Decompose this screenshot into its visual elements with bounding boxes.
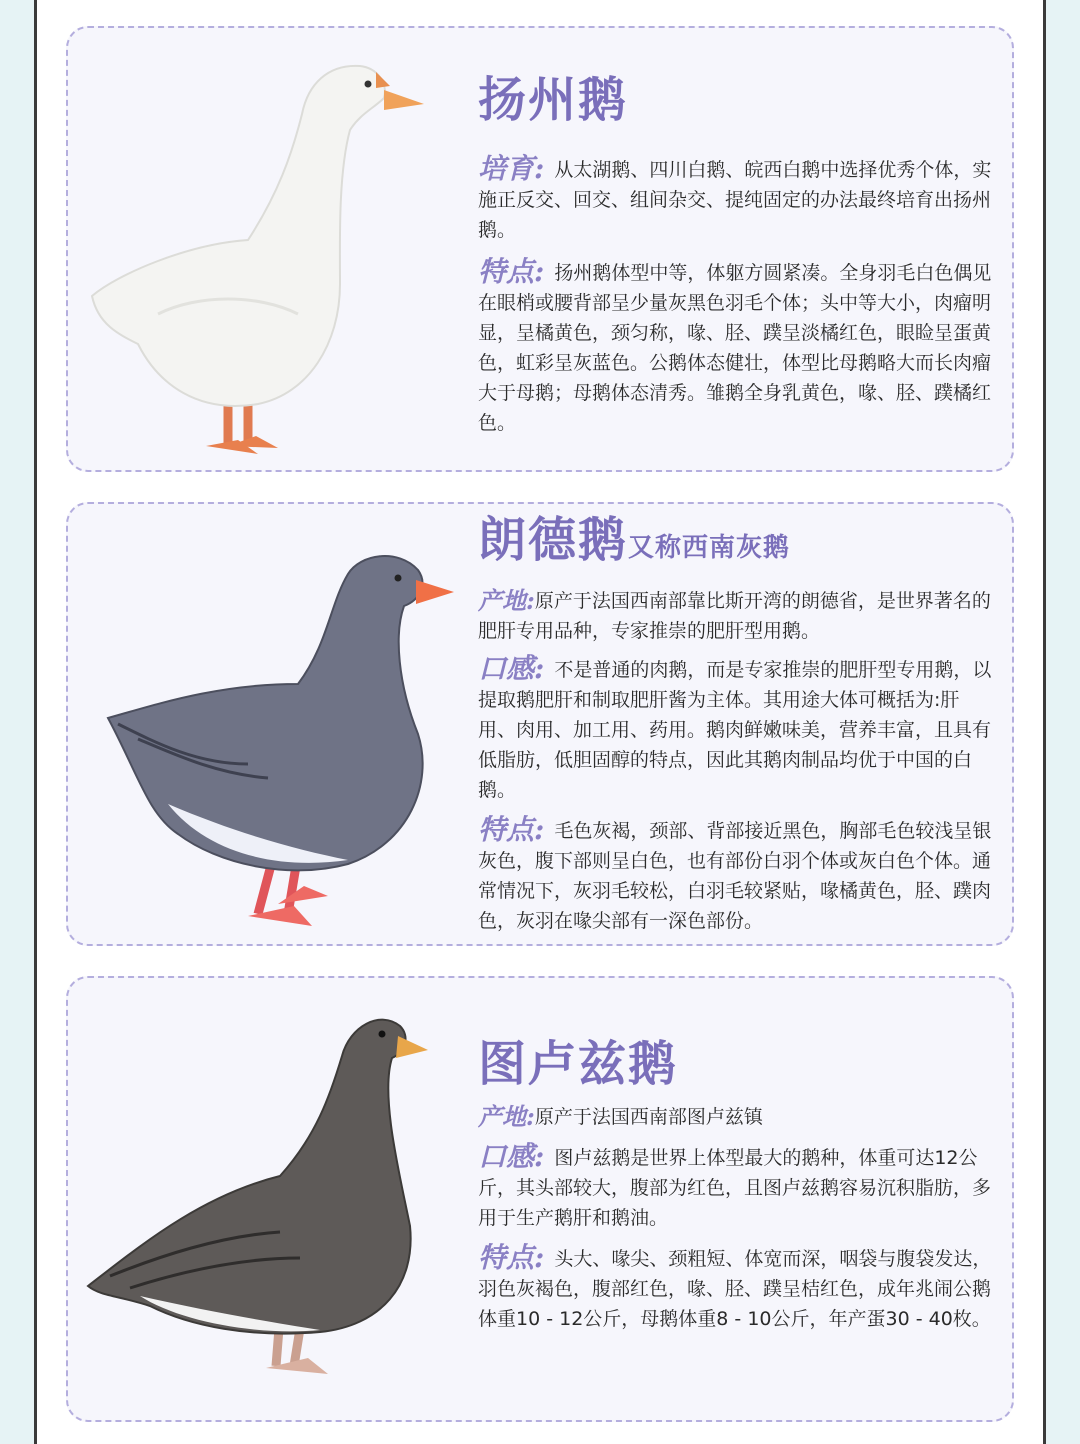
origin-paragraph: [478, 586, 994, 646]
origin-label: 产地:: [478, 1102, 535, 1131]
landes-goose-image: [98, 534, 458, 934]
taste-paragraph: [478, 1142, 994, 1233]
taste-text: 图卢兹鹅是世界上体型最大的鹅种，体重可达12公斤，其头部较大，腹部为红色，且图卢兹鹅容易沉积脂肪，多用于生产鹅肝和鹅油。: [478, 1147, 992, 1229]
breed-card-landes: [66, 502, 1014, 946]
card-text: [478, 1036, 994, 1334]
breed-title: 朗德鹅: [478, 512, 629, 568]
features-paragraph: [478, 815, 994, 936]
origin-paragraph: [478, 1102, 994, 1132]
taste-label: 口感:: [478, 1140, 545, 1173]
breed-card-toulouse: [66, 976, 1014, 1422]
taste-label: 口感:: [478, 652, 545, 685]
toulouse-goose-image: [80, 996, 440, 1376]
breed-title: 图卢兹鹅: [478, 1036, 679, 1092]
origin-label: 产地:: [478, 586, 535, 615]
features-label: 特点:: [478, 813, 545, 846]
white-goose-image: [78, 44, 438, 454]
breeding-label: 培育:: [478, 152, 545, 185]
breed-title-line: [478, 512, 994, 576]
origin-text: 原产于法国西南部靠比斯开湾的朗德省，是世界著名的肥肝专用品种，专家推崇的肥肝型用鹅。: [478, 590, 991, 642]
features-text: 扬州鹅体型中等，体躯方圆紧凑。全身羽毛白色偶见在眼梢或腰背部呈少量灰黑色羽毛个体；头中等大小，肉瘤明显，呈橘黄色，颈匀称，喙、胫、蹼呈淡橘红色，眼睑呈蛋黄色，虹彩呈灰蓝色。公鹅体态健壮，体型比母鹅略大而长肉瘤大于母鹅；母鹅体态清秀。雏鹅全身乳黄色，喙、胫、蹼橘红色。: [478, 262, 992, 434]
taste-text: 不是普通的肉鹅，而是专家推崇的肥肝型专用鹅，以提取鹅肥肝和制取肥肝酱为主体。其用途大体可概括为:肝用、肉用、加工用、药用。鹅肉鲜嫩味美，营养丰富，且具有低脂肪，低胆固醇的特点，因此其鹅肉制品均优于中国的白鹅。: [478, 659, 992, 801]
taste-paragraph: [478, 654, 994, 805]
card-text: [478, 72, 994, 438]
breed-card-yangzhou: [66, 26, 1014, 472]
features-label: 特点:: [478, 1241, 545, 1274]
breeding-paragraph: [478, 154, 994, 245]
breed-title: 扬州鹅: [478, 72, 629, 128]
breed-subtitle: 又称西南灰鹅: [628, 533, 791, 563]
card-text: [478, 512, 994, 936]
features-label: 特点:: [478, 255, 545, 288]
features-text: 毛色灰褐，颈部、背部接近黑色，胸部毛色较浅呈银灰色，腹下部则呈白色，也有部份白羽个体或灰白色个体。通常情况下，灰羽毛较松，白羽毛较紧贴，喙橘黄色，胫、蹼肉色，灰羽在喙尖部有一深色部份。: [478, 820, 992, 932]
breeding-text: 从太湖鹅、四川白鹅、皖西白鹅中选择优秀个体，实施正反交、回交、组间杂交、提纯固定的办法最终培育出扬州鹅。: [478, 159, 992, 241]
features-text: 头大、喙尖、颈粗短、体宽而深，咽袋与腹袋发达，羽色灰褐色，腹部红色，喙、胫、蹼呈桔红色，成年兆闹公鹅体重10 - 12公斤，母鹅体重8 - 10公斤，年产蛋30 - 40枚。: [478, 1248, 992, 1330]
features-paragraph: [478, 1243, 994, 1334]
features-paragraph: [478, 257, 994, 438]
origin-text: 原产于法国西南部图卢兹镇: [534, 1106, 763, 1128]
